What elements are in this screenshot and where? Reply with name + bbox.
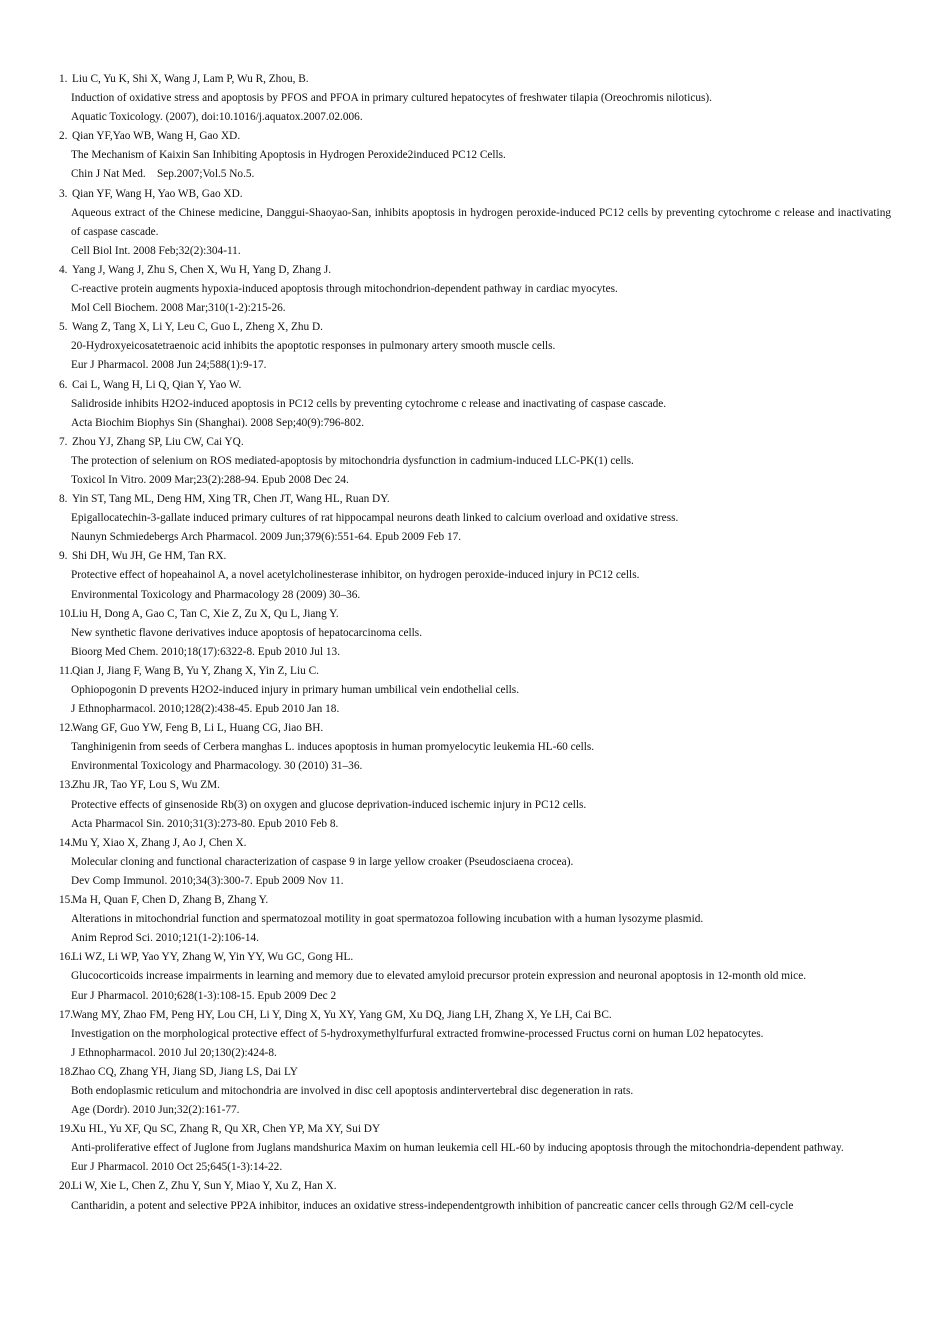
- reference-body: [72, 1177, 892, 1215]
- reference-body: [72, 1120, 892, 1177]
- reference-title: Protective effects of ginsenoside Rb(3) on oxygen and glucose deprivation-induced ischemic injury in PC12 cells.: [71, 798, 587, 811]
- reference-number: 15.: [59, 894, 74, 907]
- reference-number: 7.: [59, 435, 68, 448]
- reference-body: [72, 891, 892, 948]
- reference-source: Environmental Toxicology and Pharmacology 28 (2009) 30–36.: [71, 588, 361, 601]
- reference-item: [59, 261, 892, 318]
- reference-source: Eur J Pharmacol. 2008 Jun 24;588(1):9-17.: [71, 359, 267, 372]
- reference-title: Epigallocatechin-3-gallate induced primary cultures of rat hippocampal neurons death linked to calcium overload and oxidative stress.: [71, 512, 679, 525]
- reference-number: 11.: [59, 664, 73, 677]
- reference-body: [72, 433, 892, 490]
- reference-number: 1.: [59, 73, 68, 85]
- reference-item: [59, 1063, 892, 1120]
- reference-title: Alterations in mitochondrial function and spermatozoal motility in goat spermatozoa following incubation with a human lysozyme plasmid.: [71, 913, 704, 926]
- reference-number: 10.: [59, 607, 74, 620]
- reference-number: 2.: [59, 130, 68, 143]
- reference-body: [72, 318, 892, 375]
- reference-title: Glucocorticoids increase impairments in learning and memory due to elevated amyloid precursor protein expression and neuronal apoptosis in 12-month old mice.: [71, 970, 807, 983]
- reference-number: 6.: [59, 378, 68, 391]
- reference-item: [59, 127, 892, 184]
- reference-source: J Ethnopharmacol. 2010 Jul 20;130(2):424-8.: [71, 1046, 277, 1059]
- reference-authors: Cai L, Wang H, Li Q, Qian Y, Yao W.: [72, 378, 242, 391]
- reference-item: [59, 185, 892, 261]
- reference-source: Eur J Pharmacol. 2010 Oct 25;645(1-3):14-22.: [71, 1161, 283, 1174]
- reference-source: J Ethnopharmacol. 2010;128(2):438-45. Epub 2010 Jan 18.: [71, 703, 340, 716]
- reference-body: [72, 662, 892, 719]
- reference-number: 18.: [59, 1065, 74, 1078]
- reference-source: Mol Cell Biochem. 2008 Mar;310(1-2):215-26.: [71, 302, 286, 315]
- reference-number: 19.: [59, 1123, 74, 1136]
- reference-title: Investigation on the morphological protective effect of 5-hydroxymethylfurfural extracted fromwine-processed Fructus corni on human L02 hepatocytes.: [71, 1027, 764, 1040]
- reference-number: 16.: [59, 951, 74, 964]
- reference-authors: Liu C, Yu K, Shi X, Wang J, Lam P, Wu R, Zhou, B.: [72, 73, 309, 85]
- reference-item: [59, 662, 892, 719]
- reference-title: Induction of oxidative stress and apoptosis by PFOS and PFOA in primary cultured hepatocytes of freshwater tilapia (Oreochromis niloticus).: [71, 92, 712, 105]
- reference-number: 13.: [59, 779, 74, 792]
- reference-authors: Zhao CQ, Zhang YH, Jiang SD, Jiang LS, Dai LY: [72, 1065, 298, 1078]
- reference-item: [59, 948, 892, 1005]
- reference-source: Age (Dordr). 2010 Jun;32(2):161-77.: [71, 1104, 240, 1117]
- reference-body: [72, 70, 892, 127]
- reference-body: [72, 376, 892, 433]
- reference-authors: Li W, Xie L, Chen Z, Zhu Y, Sun Y, Miao Y, Xu Z, Han X.: [72, 1180, 337, 1193]
- reference-title: Ophiopogonin D prevents H2O2-induced injury in primary human umbilical vein endothelial cells.: [71, 684, 520, 696]
- reference-item: [59, 1120, 892, 1177]
- reference-body: [72, 605, 892, 662]
- reference-title: Salidroside inhibits H2O2-induced apoptosis in PC12 cells by preventing cytochrome c release and inactivating of caspase cascade.: [71, 397, 667, 410]
- reference-title: Both endoplasmic reticulum and mitochondria are involved in disc cell apoptosis andintervertebral disc degeneration in rats.: [71, 1084, 634, 1097]
- reference-body: [72, 776, 892, 833]
- reference-authors: Mu Y, Xiao X, Zhang J, Ao J, Chen X.: [72, 836, 247, 849]
- reference-item: [59, 547, 892, 604]
- reference-authors: Qian YF,Yao WB, Wang H, Gao XD.: [72, 130, 241, 143]
- reference-source: Acta Pharmacol Sin. 2010;31(3):273-80. Epub 2010 Feb 8.: [71, 817, 339, 830]
- reference-title: Tanghinigenin from seeds of Cerbera manghas L. induces apoptosis in human promyelocytic leukemia HL-60 cells.: [71, 741, 595, 754]
- reference-source: Acta Biochim Biophys Sin (Shanghai). 2008 Sep;40(9):796-802.: [71, 416, 365, 429]
- reference-list: [59, 70, 892, 1216]
- reference-title: The Mechanism of Kaixin San Inhibiting Apoptosis in Hydrogen Peroxide2induced PC12 Cells.: [71, 149, 506, 162]
- reference-item: [59, 891, 892, 948]
- reference-source: Chin J Nat Med. Sep.2007;Vol.5 No.5.: [71, 168, 255, 181]
- reference-body: [72, 948, 892, 1005]
- reference-authors: Qian YF, Wang H, Yao WB, Gao XD.: [72, 187, 243, 200]
- reference-title: C-reactive protein augments hypoxia-induced apoptosis through mitochondrion-dependent pathway in cardiac myocytes.: [71, 283, 618, 296]
- reference-authors: Qian J, Jiang F, Wang B, Yu Y, Zhang X, Yin Z, Liu C.: [72, 664, 319, 677]
- reference-source: Naunyn Schmiedebergs Arch Pharmacol. 2009 Jun;379(6):551-64. Epub 2009 Feb 17.: [71, 531, 462, 544]
- reference-source: Cell Biol Int. 2008 Feb;32(2):304-11.: [71, 244, 241, 257]
- reference-body: [72, 127, 892, 184]
- reference-title: New synthetic flavone derivatives induce apoptosis of hepatocarcinoma cells.: [71, 626, 423, 639]
- reference-body: [72, 719, 892, 776]
- reference-body: [72, 185, 892, 261]
- reference-item: [59, 376, 892, 433]
- reference-item: [59, 834, 892, 891]
- reference-title: 20-Hydroxyeicosatetraenoic acid inhibits the apoptotic responses in pulmonary artery smooth muscle cells.: [71, 340, 556, 353]
- reference-number: 9.: [59, 550, 68, 563]
- reference-authors: Liu H, Dong A, Gao C, Tan C, Xie Z, Zu X, Qu L, Jiang Y.: [72, 607, 339, 620]
- reference-authors: Yang J, Wang J, Zhu S, Chen X, Wu H, Yang D, Zhang J.: [72, 263, 332, 276]
- reference-number: 12.: [59, 722, 74, 735]
- reference-authors: Zhou YJ, Zhang SP, Liu CW, Cai YQ.: [72, 435, 244, 448]
- reference-item: [59, 719, 892, 776]
- reference-number: 14.: [59, 836, 74, 849]
- reference-authors: Zhu JR, Tao YF, Lou S, Wu ZM.: [72, 779, 220, 792]
- reference-number: 20.: [59, 1180, 74, 1193]
- reference-body: [72, 547, 892, 604]
- reference-item: [59, 433, 892, 490]
- reference-title: Cantharidin, a potent and selective PP2A inhibitor, induces an oxidative stress-independentgrowth inhibition of pancreatic cancer cells through G2/M cell-cycle: [71, 1199, 794, 1212]
- reference-body: [72, 261, 892, 318]
- reference-authors: Wang MY, Zhao FM, Peng HY, Lou CH, Li Y, Ding X, Yu XY, Yang GM, Xu DQ, Jiang LH, Zhang X, Ye LH, Cai BC.: [72, 1008, 612, 1021]
- reference-item: [59, 318, 892, 375]
- reference-source: Anim Reprod Sci. 2010;121(1-2):106-14.: [71, 932, 259, 945]
- reference-number: 4.: [59, 263, 68, 276]
- reference-item: [59, 776, 892, 833]
- reference-number: 8.: [59, 493, 68, 506]
- reference-source: Aquatic Toxicology. (2007), doi:10.1016/j.aquatox.2007.02.006.: [71, 111, 363, 124]
- reference-source: Eur J Pharmacol. 2010;628(1-3):108-15. Epub 2009 Dec 2: [71, 989, 337, 1002]
- reference-authors: Shi DH, Wu JH, Ge HM, Tan RX.: [72, 550, 227, 563]
- reference-source: Bioorg Med Chem. 2010;18(17):6322-8. Epub 2010 Jul 13.: [71, 645, 341, 658]
- reference-title: Aqueous extract of the Chinese medicine, Danggui-Shaoyao-San, inhibits apoptosis in hydrogen peroxide-induced PC12 cells by preventing cytochrome c release and inactivating of caspase cascade.: [71, 206, 891, 238]
- reference-body: [72, 1006, 892, 1063]
- reference-item: [59, 1177, 892, 1215]
- reference-body: [72, 1063, 892, 1120]
- reference-title: Molecular cloning and functional characterization of caspase 9 in large yellow croaker (Pseudosciaena crocea).: [71, 855, 574, 868]
- reference-title: Anti-proliferative effect of Juglone from Juglans mandshurica Maxim on human leukemia cell HL-60 by inducing apoptosis through the mitochondria-dependent pathway.: [71, 1142, 844, 1155]
- reference-number: 3.: [59, 187, 68, 200]
- reference-title: The protection of selenium on ROS mediated-apoptosis by mitochondria dysfunction in cadmium-induced LLC-PK(1) cells.: [71, 454, 634, 467]
- reference-source: Toxicol In Vitro. 2009 Mar;23(2):288-94. Epub 2008 Dec 24.: [71, 473, 349, 486]
- reference-number: 5.: [59, 321, 68, 334]
- reference-authors: Li WZ, Li WP, Yao YY, Zhang W, Yin YY, Wu GC, Gong HL.: [72, 951, 354, 964]
- reference-title: Protective effect of hopeahainol A, a novel acetylcholinesterase inhibitor, on hydrogen peroxide-induced injury in PC12 cells.: [71, 569, 640, 582]
- reference-item: [59, 605, 892, 662]
- reference-authors: Ma H, Quan F, Chen D, Zhang B, Zhang Y.: [72, 894, 269, 907]
- reference-item: [59, 1006, 892, 1063]
- reference-item: [59, 70, 892, 127]
- reference-body: [72, 490, 892, 547]
- reference-number: 17.: [59, 1008, 74, 1021]
- reference-item: [59, 490, 892, 547]
- reference-source: Environmental Toxicology and Pharmacology. 30 (2010) 31–36.: [71, 760, 363, 773]
- reference-authors: Wang GF, Guo YW, Feng B, Li L, Huang CG, Jiao BH.: [72, 722, 324, 735]
- reference-authors: Yin ST, Tang ML, Deng HM, Xing TR, Chen JT, Wang HL, Ruan DY.: [72, 493, 390, 506]
- reference-authors: Xu HL, Yu XF, Qu SC, Zhang R, Qu XR, Chen YP, Ma XY, Sui DY: [72, 1123, 381, 1136]
- reference-body: [72, 834, 892, 891]
- reference-source: Dev Comp Immunol. 2010;34(3):300-7. Epub 2009 Nov 11.: [71, 874, 344, 887]
- reference-authors: Wang Z, Tang X, Li Y, Leu C, Guo L, Zheng X, Zhu D.: [72, 321, 323, 334]
